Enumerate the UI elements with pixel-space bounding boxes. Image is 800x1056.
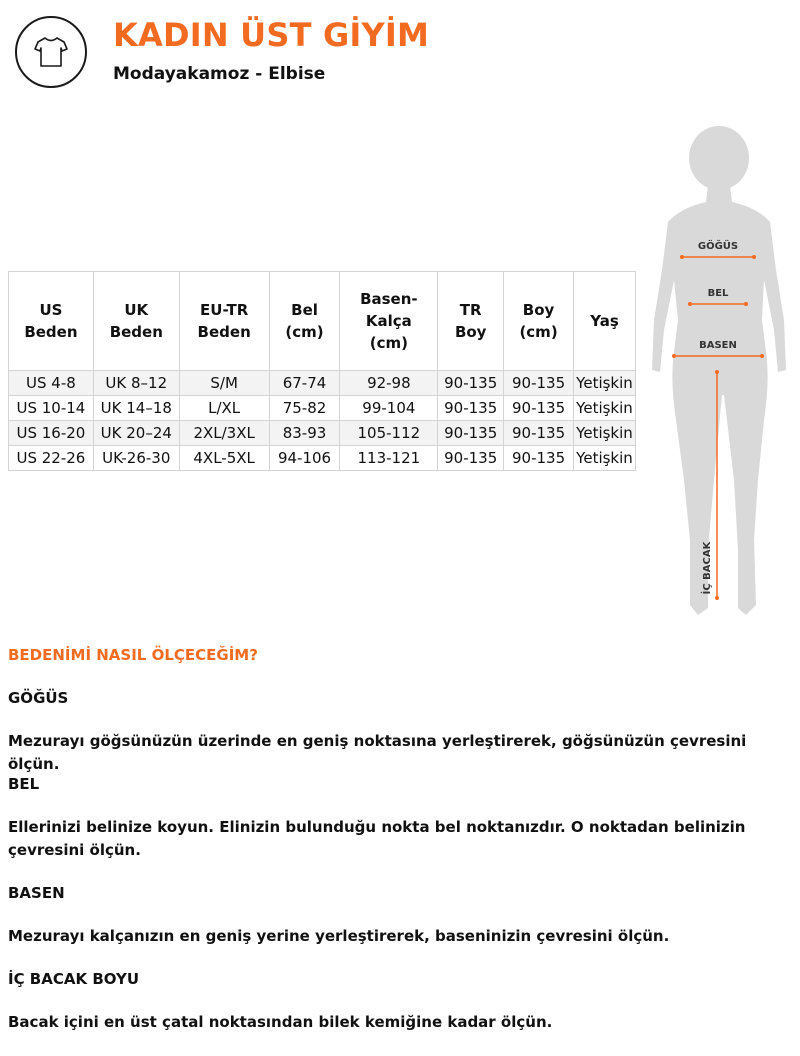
table-cell: 99-104 — [340, 396, 438, 421]
bel-text: Ellerinizi belinize koyun. Elinizin bulunduğu nokta bel noktanızdır. O noktadan belinizin çevresini ölçün. — [8, 818, 746, 859]
table-cell: 90-135 — [504, 396, 574, 421]
page-subtitle: Modayakamoz - Elbise — [113, 64, 326, 84]
gogus-heading: GÖĞÜS — [8, 689, 69, 707]
table-row — [9, 396, 636, 421]
page-title: KADIN ÜST GİYİM — [113, 16, 430, 54]
table-cell: 90-135 — [504, 421, 574, 446]
figure-label-bel: BEL — [707, 288, 729, 299]
gogus-text: Mezurayı göğsünüzün üzerinde en geniş noktasına yerleştirerek, göğsünüzün çevresini ölçün. — [8, 732, 747, 773]
table-row — [9, 421, 636, 446]
bel-heading: BEL — [8, 775, 40, 793]
table-header-cell: EU-TR Beden — [179, 272, 269, 371]
table-cell: 92-98 — [340, 371, 438, 396]
table-cell: UK 14–18 — [93, 396, 179, 421]
table-row — [9, 371, 636, 396]
table-header-cell: UK Beden — [93, 272, 179, 371]
table-header-cell: Boy (cm) — [504, 272, 574, 371]
table-row — [9, 446, 636, 471]
table-header-cell: TR Boy — [438, 272, 504, 371]
table-header-row — [9, 272, 636, 371]
table-cell: L/XL — [179, 396, 269, 421]
table-cell: Yetişkin — [573, 371, 635, 396]
table-cell: US 4-8 — [9, 371, 94, 396]
table-cell: 90-135 — [504, 446, 574, 471]
basen-heading: BASEN — [8, 884, 65, 902]
table-cell: 67-74 — [269, 371, 340, 396]
table-cell: 90-135 — [438, 396, 504, 421]
table-header-cell: Yaş — [573, 272, 635, 371]
table-cell: 90-135 — [438, 446, 504, 471]
table-cell: US 22-26 — [9, 446, 94, 471]
table-header-cell: Basen- Kalça (cm) — [340, 272, 438, 371]
table-cell: Yetişkin — [573, 446, 635, 471]
table-cell: US 16-20 — [9, 421, 94, 446]
ic-bacak-heading: İÇ BACAK BOYU — [8, 970, 140, 988]
table-cell: US 10-14 — [9, 396, 94, 421]
table-cell: Yetişkin — [573, 396, 635, 421]
tshirt-icon — [15, 16, 87, 88]
table-header-cell: Bel (cm) — [269, 272, 340, 371]
table-cell: 94-106 — [269, 446, 340, 471]
table-cell: UK 20–24 — [93, 421, 179, 446]
table-cell: 90-135 — [438, 371, 504, 396]
table-cell: 113-121 — [340, 446, 438, 471]
body-silhouette — [652, 126, 786, 615]
guide-title: BEDENİMİ NASIL ÖLÇECEĞİM? — [8, 646, 258, 664]
table-cell: UK-26-30 — [93, 446, 179, 471]
ic-bacak-text: Bacak içini en üst çatal noktasından bilek kemiğine kadar ölçün. — [8, 1013, 553, 1031]
table-cell: 105-112 — [340, 421, 438, 446]
table-cell: 83-93 — [269, 421, 340, 446]
table-cell: 4XL-5XL — [179, 446, 269, 471]
table-cell: S/M — [179, 371, 269, 396]
table-cell: 75-82 — [269, 396, 340, 421]
table-body — [9, 371, 636, 471]
table-header-cell: US Beden — [9, 272, 94, 371]
figure-label-gogus: GÖĞÜS — [697, 241, 739, 252]
figure-label-basen: BASEN — [699, 340, 737, 351]
table-cell: UK 8–12 — [93, 371, 179, 396]
table-cell: Yetişkin — [573, 421, 635, 446]
body-measurement-figure — [638, 120, 800, 625]
basen-text: Mezurayı kalçanızın en geniş yerine yerleştirerek, baseninizin çevresini ölçün. — [8, 927, 670, 945]
size-table — [8, 271, 636, 471]
figure-label-ic-bacak: İÇ BACAK — [702, 541, 713, 595]
table-cell: 90-135 — [504, 371, 574, 396]
table-cell: 2XL/3XL — [179, 421, 269, 446]
table-cell: 90-135 — [438, 421, 504, 446]
